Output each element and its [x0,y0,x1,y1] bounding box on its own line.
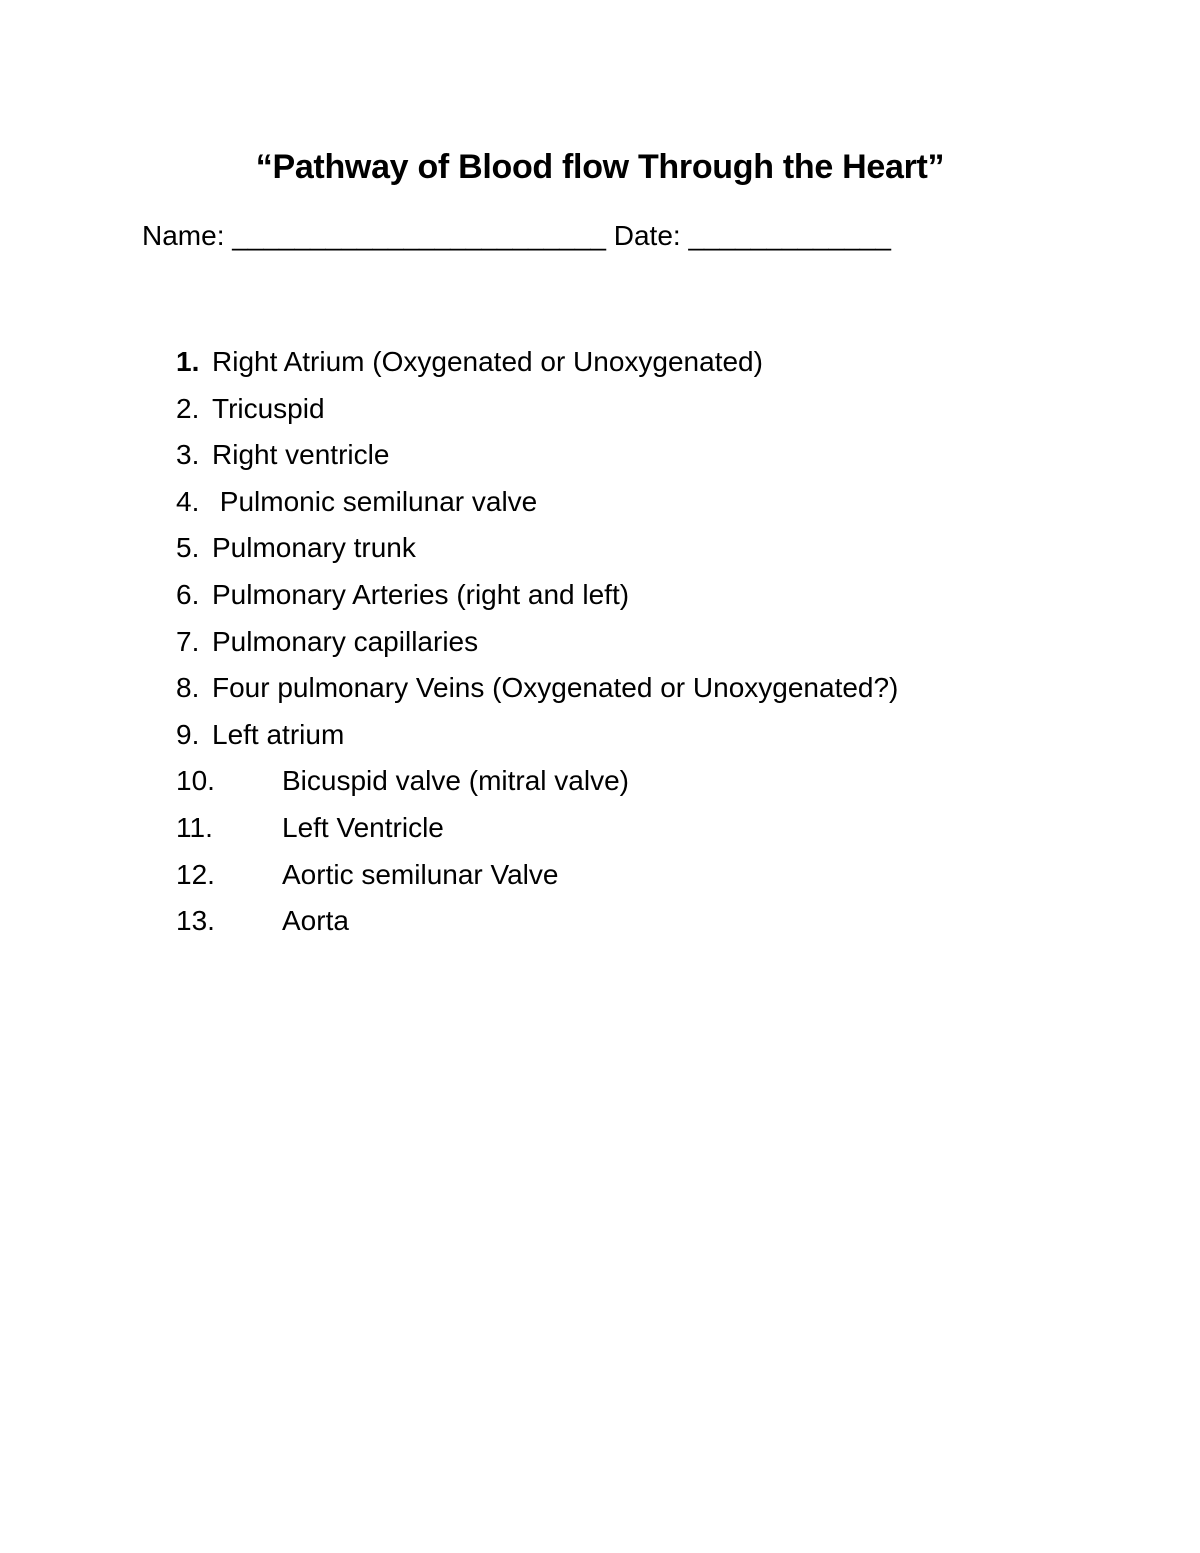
step-text: Aorta [282,905,349,937]
step-number: 6. [176,578,200,610]
list-item [176,528,898,575]
step-number: 9. [176,718,200,750]
list-item [176,855,898,902]
step-number: 12. [176,858,215,890]
list-item [176,342,898,389]
step-number: 8. [176,672,200,704]
list-item [176,715,898,762]
page-title: “Pathway of Blood flow Through the Heart” [255,148,945,186]
step-number: 13. [176,905,215,937]
step-text: Right ventricle [212,439,390,471]
step-text: Pulmonary trunk [212,532,416,564]
step-number: 1. [176,346,200,377]
step-number: 2. [176,392,200,424]
list-item [176,575,898,622]
list-item [176,435,898,482]
list-item [176,808,898,855]
list-item [176,668,898,715]
list-item [176,901,898,948]
step-text: Left atrium [212,718,345,750]
step-number: 7. [176,625,200,657]
step-text: Pulmonic semilunar valve [212,485,538,517]
step-text: Tricuspid [212,392,325,424]
step-number: 5. [176,532,200,564]
step-text: Right Atrium (Oxygenated or Unoxygenated) [212,346,763,377]
step-text: Four pulmonary Veins (Oxygenated or Unoxygenated?) [212,672,899,704]
step-number: 4. [176,485,200,517]
step-text: Pulmonary capillaries [212,625,479,657]
name-date-line: Name: ________________________ Date: _____________ [142,220,891,251]
list-item [176,622,898,669]
list-item [176,761,898,808]
step-number: 10. [176,765,215,797]
blood-flow-steps-list [176,342,898,948]
step-text: Pulmonary Arteries (right and left) [212,578,630,610]
list-item [176,389,898,436]
step-text: Bicuspid valve (mitral valve) [282,765,629,797]
step-text: Aortic semilunar Valve [282,858,559,890]
step-number: 3. [176,439,200,471]
step-text: Left Ventricle [282,811,444,843]
step-number: 11. [176,811,213,843]
list-item [176,482,898,529]
